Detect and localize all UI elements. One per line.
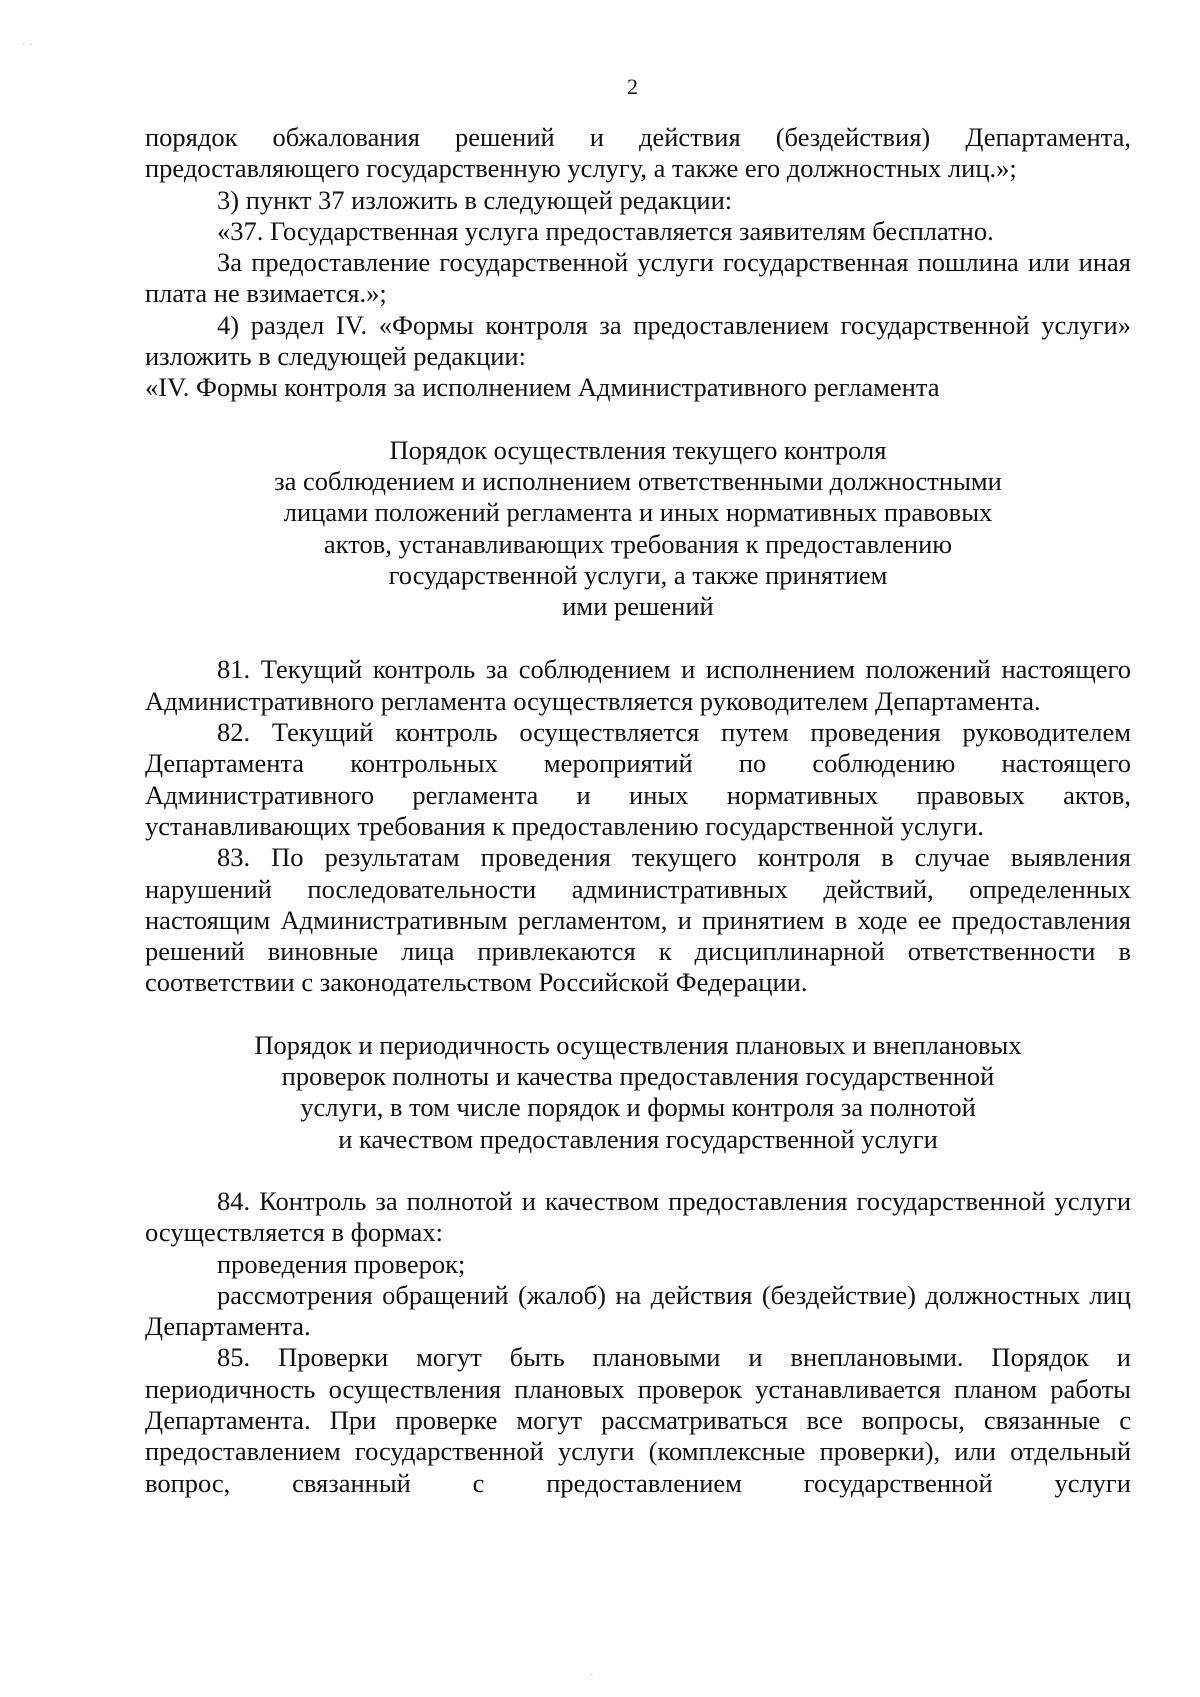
paragraph-83: 83. По результатам проведения текущего контроля в случае выявления нарушений последовательности административных действий, определенных настоящим Административным регламентом, и принятием в ходе ее предоставления решений виновные лица привлекаются к дисциплинарной ответственности в соответствии с законодательством Российской Федерации. [145, 842, 1131, 998]
heading-line: Порядок осуществления текущего контроля [389, 434, 887, 465]
heading-line: лицами положений регламента и иных нормативных правовых [283, 497, 993, 528]
heading-line: ими решений [562, 591, 714, 622]
paragraph-item-4: 4) раздел IV. «Формы контроля за предоставлением государственной услуги» изложить в следующей редакции: [145, 309, 1131, 372]
heading-line: и качеством предоставления государственной услуги [338, 1123, 938, 1154]
page-number: 2 [627, 74, 638, 99]
paragraph-appeal-order: порядок обжалования решений и действия (бездействия) Департамента, предоставляющего государственную услугу, а также его должностных лиц.»; [145, 122, 1131, 184]
heading-line: государственной услуги, а также принятием [388, 559, 888, 590]
paragraph-no-fee: За предоставление государственной услуги государственная пошлина или иная плата не взимается.»; [145, 247, 1131, 309]
heading-line: Порядок и периодичность осуществления плановых и внеплановых [254, 1029, 1022, 1060]
paragraph-82: 82. Текущий контроль осуществляется путем проведения руководителем Департамента контрольных мероприятий по соблюдению настоящего Административного регламента и иных нормативных правовых актов, устанавливающих требования к предоставлению государственной услуги. [145, 717, 1131, 841]
paragraph-item-3: 3) пункт 37 изложить в следующей редакции: [217, 184, 733, 215]
scan-artifact-mark: · [590, 1668, 594, 1681]
heading-line: услуги, в том числе порядок и формы контроля за полнотой [300, 1092, 976, 1123]
paragraph-81: 81. Текущий контроль за соблюдением и исполнением положений настоящего Административного регламента осуществляется руководителем Департамента. [145, 654, 1131, 716]
document-body [145, 122, 1131, 1499]
paragraph-85: 85. Проверки могут быть плановыми и внеплановыми. Порядок и периодичность осуществления плановых проверок устанавливается планом работы Департамента. При проверке могут рассматриваться все вопросы, связанные с предоставлением государственной услуги (комплексные проверки), или отдельный вопрос, связанный с предоставлением государственной услуги [145, 1342, 1131, 1498]
paragraph-point-37: «37. Государственная услуга предоставляется заявителям бесплатно. [217, 215, 994, 246]
heading-line: проверок полноты и качества предоставления государственной [281, 1061, 995, 1092]
paragraph-84: 84. Контроль за полнотой и качеством предоставления государственной услуги осуществляется в формах: [145, 1185, 1131, 1248]
heading-line: за соблюдением и исполнением ответственными должностными [274, 465, 1002, 496]
paragraph-84-complaints: рассмотрения обращений (жалоб) на действия (бездействие) должностных лиц Департамента. [145, 1279, 1131, 1342]
paragraph-84-checks: проведения проверок; [217, 1248, 466, 1279]
heading-line: актов, устанавливающих требования к предоставлению [323, 528, 953, 559]
scan-artifact-mark: · · [22, 38, 33, 51]
section-iv-title: «IV. Формы контроля за исполнением Административного регламента [145, 372, 940, 403]
section-heading-inspections [145, 1030, 1131, 1155]
section-heading-current-control [145, 435, 1131, 623]
